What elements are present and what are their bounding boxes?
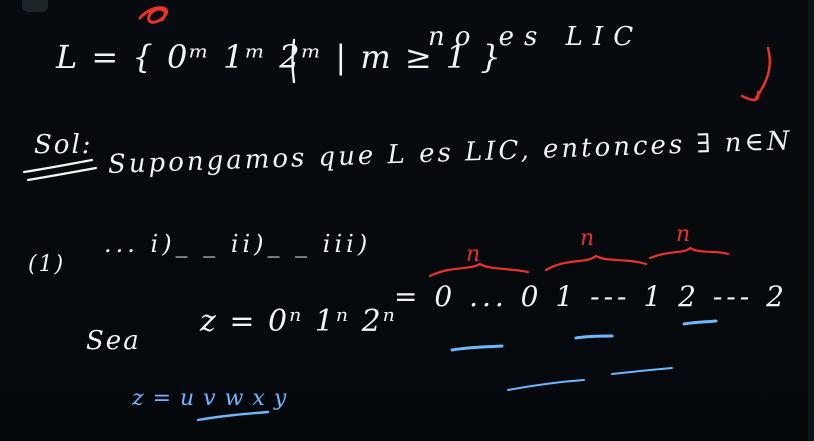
n-label-second: n [580, 226, 597, 251]
n-label-third: n [676, 222, 693, 247]
red-arrow-right [742, 48, 770, 100]
blue-line-5 [612, 368, 672, 374]
red-brace-3 [650, 248, 728, 258]
not-context-free-claim: no es LIC [428, 22, 644, 52]
language-definition: L = { 0ᵐ 1ᵐ 2ᵐ | m ≥ 1 } [56, 38, 503, 76]
blue-underline-2 [576, 336, 612, 338]
supposition-text: Supongamos que L es LIC, entonces ∃ n∈N [107, 126, 794, 180]
red-scribble-top [140, 8, 167, 23]
blue-underline-1 [452, 346, 502, 350]
lemma-parts: ... i)_ _ ii)_ _ iii) [104, 230, 372, 258]
red-brace-2 [546, 256, 646, 270]
solution-label: Sol: [34, 130, 93, 160]
scrollbar-track[interactable] [808, 0, 814, 441]
blue-underline-z [198, 412, 268, 420]
sea-label: Sea [86, 326, 141, 356]
z-expansion: = 0 ... 0 1 --- 1 2 --- 2 [394, 280, 788, 313]
z-definition: z = 0ⁿ 1ⁿ 2ⁿ [200, 304, 397, 339]
sol-underline [24, 160, 96, 180]
marker-one: (1) [28, 252, 66, 277]
z-decomposition: z = u v w x y [132, 386, 288, 411]
blue-underline-3 [684, 321, 716, 324]
n-label-first: n [466, 242, 483, 267]
blue-line-4 [508, 380, 584, 390]
